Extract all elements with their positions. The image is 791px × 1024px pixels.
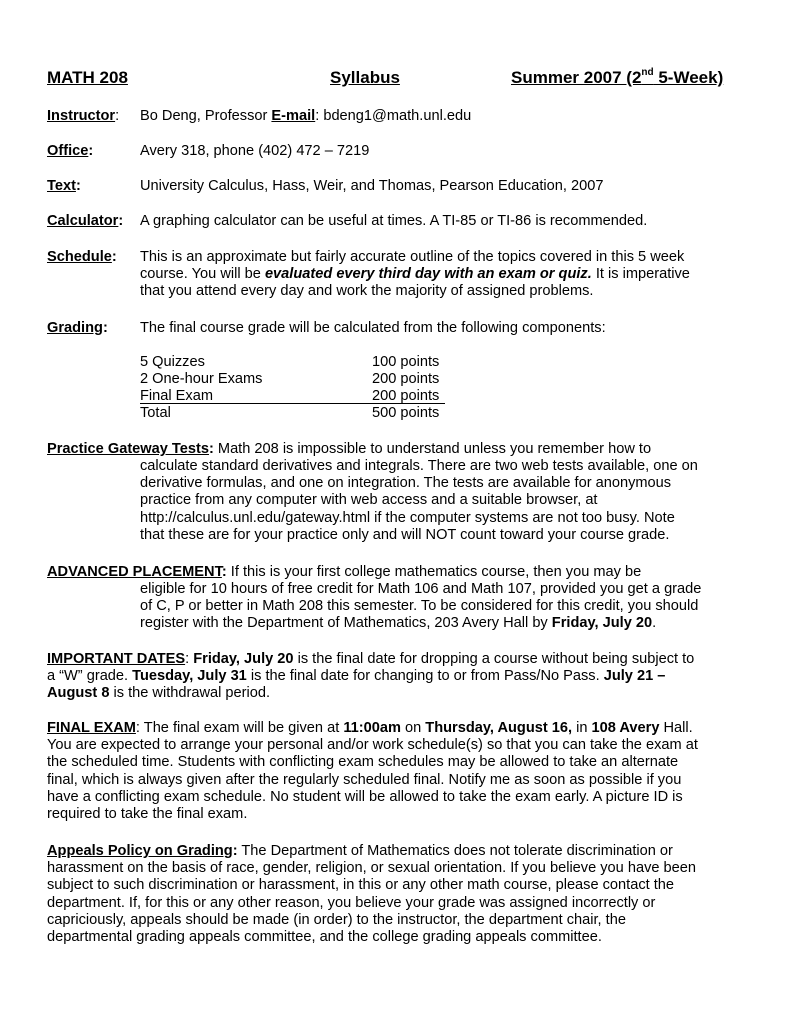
email-label: E-mail (271, 108, 316, 124)
advanced-first-line: ADVANCED PLACEMENT: If this is your first college mathematics course, then you may be (47, 564, 642, 580)
dates-label: IMPORTANT DATES (47, 651, 186, 667)
schedule-label: Schedule: (47, 249, 117, 265)
course-title: MATH 208 (47, 68, 128, 87)
calculator-label: Calculator: (47, 213, 124, 229)
important-dates: IMPORTANT DATES: Friday, July 20 is the final date for dropping a course without being subject to a “W” grade. Tuesday, July 31 is the final date for changing to or from Pass/No Pass. July 21 – August 8 is the withdrawal period. (47, 651, 695, 702)
final-exam: FINAL EXAM: The final exam will be given at 11:00am on Thursday, August 16, in 108 Avery Hall. You are expected to arrange your personal and/or work schedule(s) so that you can take the exam at the scheduled time. Students with conflicting exam schedules may be allowed to take an alternate final, which is always given after the regularly scheduled final. Notify me as soon as possible if you have a conflicting exam schedule. No student will be allowed to take the exam early. A picture ID is required to take the final exam. (47, 720, 698, 822)
grade-row-total: Total 500 points (140, 405, 440, 421)
instructor-value: Bo Deng, Professor E-mail: bdeng1@math.unl.edu (140, 108, 472, 124)
grade-row: 5 Quizzes 100 points (140, 354, 440, 370)
grading-intro: The final course grade will be calculated from the following components: (140, 320, 606, 336)
grading-label: Grading: (47, 320, 108, 336)
advanced-label: ADVANCED PLACEMENT (47, 564, 222, 580)
office-label: Office: (47, 143, 94, 159)
office-value: Avery 318, phone (402) 472 – 7219 (140, 143, 370, 159)
appeals-policy: Appeals Policy on Grading: The Department of Mathematics does not tolerate discrimination or harassment on the basis of race, gender, religion, or sexual orientation. If you believe you have been subject to such discrimination or harassment, in this or any other math course, please contact the department. If, for this or any other reason, you believe your grade was assigned incorrectly or capriciously, appeals should be made (in order) to the instructor, the department chair, the departmental grading appeals committee, and the college grading appeals committee. (47, 843, 697, 945)
advanced-text: eligible for 10 hours of free credit for Math 106 and Math 107, provided you get a grade of C, P or better in Math 208 this semester. To be considered for this credit, you should register with the Department of Mathematics, 203 Avery Hall by Friday, July 20. (140, 581, 702, 632)
text-label: Text: (47, 178, 81, 194)
email-address: : bdeng1@math.unl.edu (315, 108, 472, 124)
gateway-first-line: Practice Gateway Tests: Math 208 is impossible to understand unless you remember how to (47, 441, 652, 457)
gateway-url-line: http://calculus.unl.edu/gateway.html if the computer systems are not too busy. Note (140, 509, 675, 526)
term-title: Summer 2007 (2nd 5-Week) (511, 67, 724, 87)
grade-row: 2 One-hour Exams 200 points (140, 371, 440, 387)
appeals-label: Appeals Policy on Grading (47, 843, 233, 859)
text-value: University Calculus, Hass, Weir, and Thomas, Pearson Education, 2007 (140, 178, 604, 194)
instructor-label: Instructor: (47, 108, 120, 124)
grade-row: Final Exam 200 points (140, 388, 440, 404)
final-exam-label: FINAL EXAM (47, 720, 136, 736)
schedule-text: This is an approximate but fairly accurate outline of the topics covered in this 5 week course. You will be evaluated every third day with an exam or quiz. It is imperative that you attend every day and work the majority of assigned problems. (140, 249, 690, 300)
document-title: Syllabus (330, 68, 400, 87)
gateway-text: calculate standard derivatives and integrals. There are two web tests available, one on derivative formulas, and one on integration. The tests are available for anonymous practice from any computer with web access and a suitable browser, at http://calculus.unl.edu/gateway.html if the computer systems are not too busy. Note that these are for your practice only and will NOT count toward your course grade. (140, 458, 698, 543)
calculator-value: A graphing calculator can be useful at times. A TI-85 or TI-86 is recommended. (140, 213, 648, 229)
grade-total-rule (140, 403, 445, 404)
gateway-label: Practice Gateway Tests (47, 441, 209, 457)
